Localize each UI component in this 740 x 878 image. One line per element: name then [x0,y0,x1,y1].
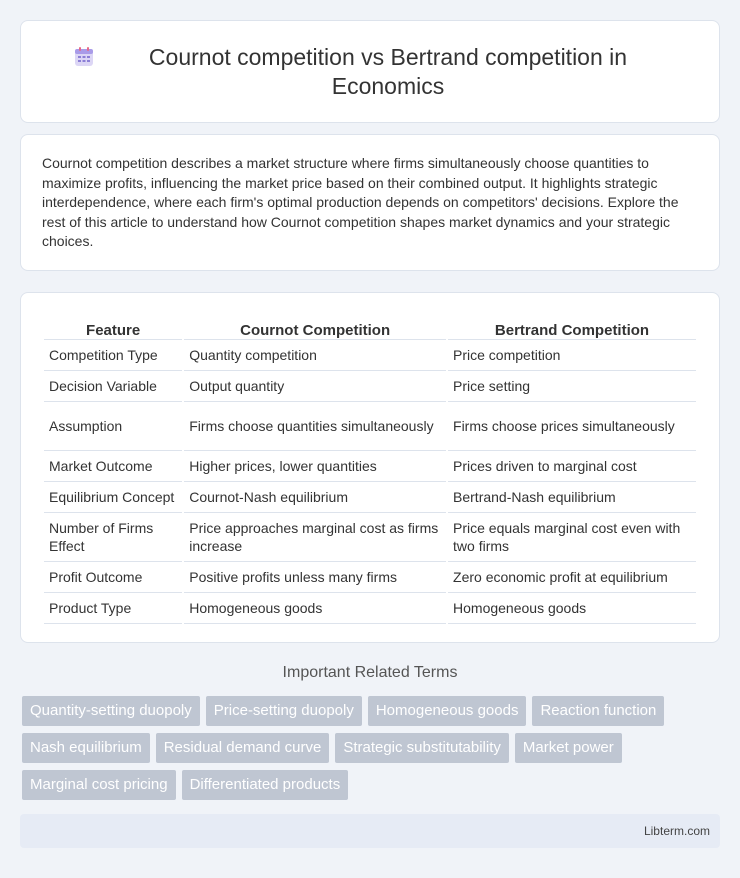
table-row [44,482,696,513]
table-row [44,340,696,371]
feature-cell: Assumption [44,402,182,451]
cournot-cell: Output quantity [184,371,446,402]
footer [20,814,720,848]
bertrand-cell: Firms choose prices simultaneously [448,402,696,451]
cournot-cell: Higher prices, lower quantities [184,451,446,482]
table-row [44,513,696,562]
related-term-tag[interactable]: Strategic substitutability [335,733,509,763]
bertrand-cell: Homogeneous goods [448,593,696,624]
feature-cell: Decision Variable [44,371,182,402]
bertrand-cell: Price competition [448,340,696,371]
related-term-tag[interactable]: Marginal cost pricing [22,770,176,800]
bertrand-cell: Price setting [448,371,696,402]
intro-paragraph: Cournot competition describes a market structure where firms simultaneously choose quantities to maximize profits, influencing the market price based on their combined output. It highlights strategic interdependence, where each firm's optimal production depends on competitors' decisions. Explore the rest of this article to understand how Cournot competition shapes market dynamics and your strategic choices. [42,155,679,250]
header-card [20,20,720,123]
bertrand-cell: Price equals marginal cost even with two firms [448,513,696,562]
related-term-tag[interactable]: Residual demand curve [156,733,330,763]
comparison-table-card [20,292,720,643]
title-wrap [72,43,668,101]
feature-cell: Product Type [44,593,182,624]
cournot-cell: Firms choose quantities simultaneously [184,402,446,451]
related-terms-list [22,696,722,800]
table-row [44,593,696,624]
column-header-feature: Feature [44,313,182,340]
related-term-tag[interactable]: Quantity-setting duopoly [22,696,200,726]
column-header-cournot: Cournot Competition [184,313,446,340]
related-term-tag[interactable]: Reaction function [532,696,664,726]
related-term-tag[interactable]: Price-setting duopoly [206,696,362,726]
intro-card [20,134,720,271]
feature-cell: Competition Type [44,340,182,371]
cournot-cell: Cournot-Nash equilibrium [184,482,446,513]
feature-cell: Market Outcome [44,451,182,482]
table-row [44,371,696,402]
footer-brand-link[interactable]: Libterm.com [643,824,710,838]
related-term-tag[interactable]: Differentiated products [182,770,349,800]
cournot-cell: Homogeneous goods [184,593,446,624]
cournot-cell: Quantity competition [184,340,446,371]
table-header-row [44,313,696,340]
table-row [44,451,696,482]
feature-cell: Equilibrium Concept [44,482,182,513]
related-term-tag[interactable]: Nash equilibrium [22,733,150,763]
calendar-icon [72,45,96,69]
table-row [44,562,696,593]
cournot-cell: Price approaches marginal cost as firms increase [184,513,446,562]
feature-cell: Number of Firms Effect [44,513,182,562]
bertrand-cell: Zero economic profit at equilibrium [448,562,696,593]
bertrand-cell: Prices driven to marginal cost [448,451,696,482]
cournot-cell: Positive profits unless many firms [184,562,446,593]
related-term-tag[interactable]: Homogeneous goods [368,696,527,726]
related-terms-heading: Important Related Terms [282,664,458,681]
related-term-tag[interactable]: Market power [515,733,622,763]
bertrand-cell: Bertrand-Nash equilibrium [448,482,696,513]
table-row [44,402,696,451]
column-header-bertrand: Bertrand Competition [448,313,696,340]
comparison-table [42,313,698,624]
page-title: Cournot competition vs Bertrand competition in Economics [148,43,628,99]
feature-cell: Profit Outcome [44,562,182,593]
